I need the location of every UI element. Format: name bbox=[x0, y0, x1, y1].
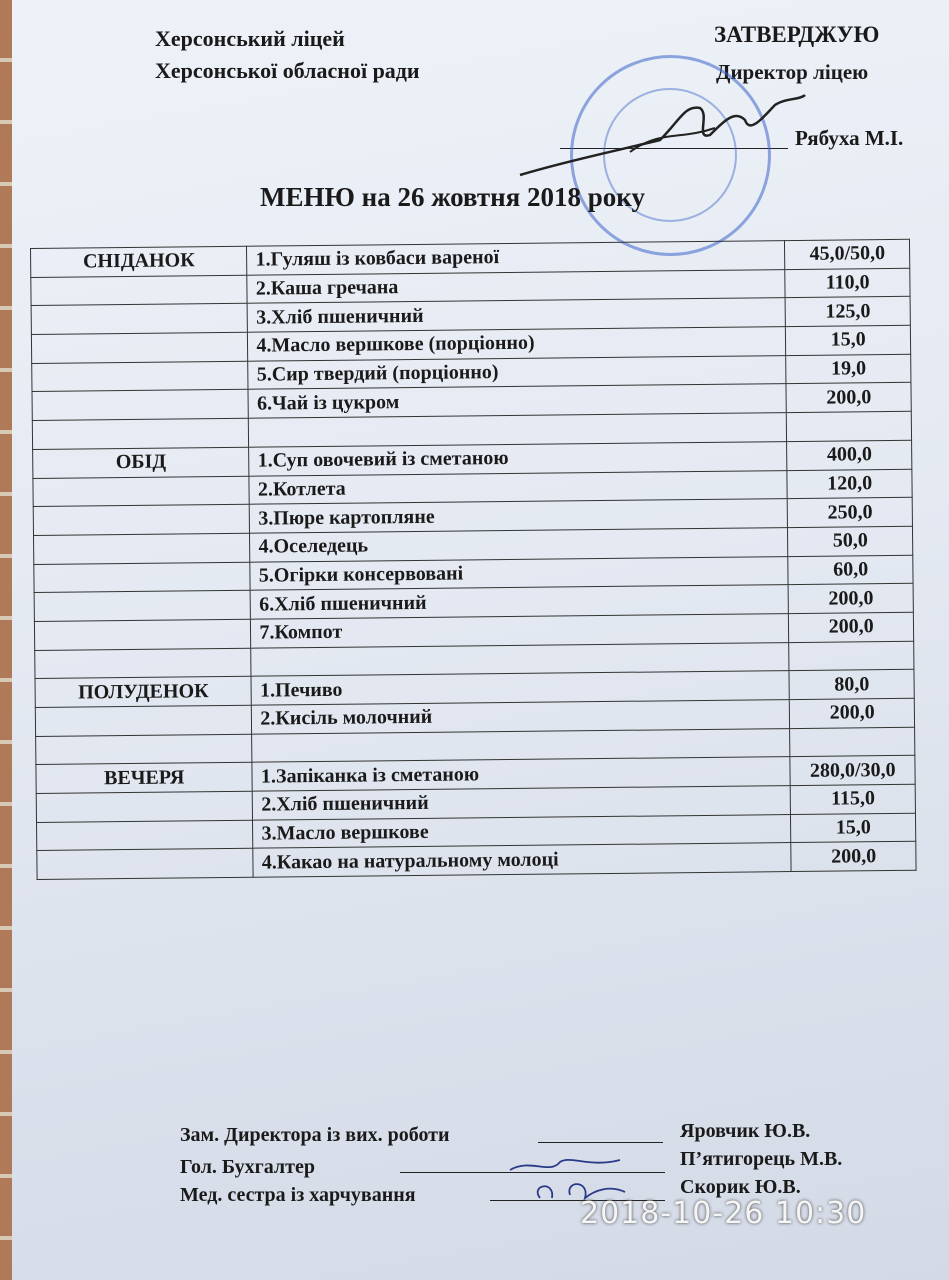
empty-cell bbox=[32, 418, 249, 449]
empty-cell bbox=[787, 411, 912, 441]
footer-role-3: Мед. сестра із харчування bbox=[180, 1184, 416, 1206]
dish-name: 2.Каша гречана bbox=[247, 269, 785, 303]
dish-amount: 15,0 bbox=[786, 325, 911, 355]
meal-cell bbox=[33, 476, 250, 507]
meal-cell bbox=[31, 304, 248, 335]
meal-label: ПОЛУДЕНОК bbox=[35, 677, 252, 708]
dish-name: 4.Масло вершкове (порціонно) bbox=[248, 327, 786, 361]
dish-name: 6.Чай із цукром bbox=[248, 384, 786, 418]
dish-amount: 15,0 bbox=[791, 813, 916, 843]
dish-name: 3.Масло вершкове bbox=[253, 814, 791, 848]
dish-name: 3.Хліб пшеничний bbox=[248, 298, 786, 332]
empty-cell bbox=[790, 727, 915, 757]
footer-role-2: Гол. Бухгалтер bbox=[180, 1156, 315, 1178]
dish-name: 6.Хліб пшеничний bbox=[251, 585, 789, 619]
dish-name: 4.Какао на натуральному молоці bbox=[253, 843, 791, 877]
footer-signature-line-1 bbox=[538, 1142, 663, 1143]
empty-cell bbox=[789, 641, 914, 671]
director-signature bbox=[510, 80, 810, 190]
meal-label: СНІДАНОК bbox=[31, 246, 248, 277]
meal-cell bbox=[32, 390, 249, 421]
dish-amount: 280,0/30,0 bbox=[790, 756, 915, 786]
dish-amount: 400,0 bbox=[787, 440, 912, 470]
meal-cell bbox=[34, 590, 251, 621]
dish-amount: 200,0 bbox=[791, 842, 916, 872]
dish-name: 4.Оселедець bbox=[250, 527, 788, 561]
meal-cell bbox=[34, 533, 251, 564]
dish-amount: 80,0 bbox=[789, 670, 914, 700]
dish-amount: 200,0 bbox=[786, 383, 911, 413]
dish-amount: 19,0 bbox=[786, 354, 911, 384]
dish-name: 1.Запіканка із сметаною bbox=[252, 757, 790, 791]
dish-name: 7.Компот bbox=[251, 614, 789, 648]
photo-timestamp: 2018-10-26 10:30 bbox=[580, 1196, 867, 1231]
org-name-line2: Херсонської обласної ради bbox=[155, 58, 420, 83]
dish-amount: 250,0 bbox=[788, 497, 913, 527]
dish-name: 1.Суп овочевий із сметаною bbox=[249, 441, 787, 475]
approve-label: ЗАТВЕРДЖУЮ bbox=[714, 22, 880, 47]
dish-name: 5.Огірки консервовані bbox=[250, 556, 788, 590]
empty-cell bbox=[36, 734, 253, 765]
meal-cell bbox=[35, 705, 252, 736]
dish-amount: 120,0 bbox=[787, 469, 912, 499]
dish-name: 3.Пюре картопляне bbox=[250, 499, 788, 533]
director-title: Директор ліцею bbox=[716, 60, 869, 84]
dish-amount: 125,0 bbox=[786, 297, 911, 327]
dish-name: 2.Кисіль молочний bbox=[252, 700, 790, 734]
footer-name-1: Яровчик Ю.В. bbox=[680, 1120, 811, 1142]
meal-cell bbox=[34, 619, 251, 650]
dish-amount: 110,0 bbox=[785, 268, 910, 298]
meal-cell bbox=[34, 562, 251, 593]
meal-cell bbox=[33, 504, 250, 535]
director-name: Рябуха М.І. bbox=[795, 126, 904, 150]
menu-table bbox=[30, 239, 917, 880]
dish-amount: 200,0 bbox=[790, 698, 915, 728]
dish-amount: 45,0/50,0 bbox=[785, 239, 910, 269]
meal-cell bbox=[37, 820, 254, 851]
meal-cell bbox=[31, 332, 248, 363]
meal-label: ВЕЧЕРЯ bbox=[36, 763, 253, 794]
dish-name: 2.Котлета bbox=[249, 470, 787, 504]
meal-cell bbox=[31, 275, 248, 306]
dish-amount: 200,0 bbox=[789, 584, 914, 614]
meal-cell bbox=[36, 791, 253, 822]
page-title: МЕНЮ на 26 жовтня 2018 року bbox=[260, 182, 645, 212]
dish-amount: 50,0 bbox=[788, 526, 913, 556]
footer-role-1: Зам. Директора із вих. роботи bbox=[180, 1124, 450, 1146]
dish-name: 1.Гуляш із ковбаси вареної bbox=[247, 241, 785, 275]
dish-amount: 60,0 bbox=[788, 555, 913, 585]
dish-name: 2.Хліб пшеничний bbox=[253, 786, 791, 820]
dish-amount: 115,0 bbox=[791, 784, 916, 814]
meal-cell bbox=[37, 849, 254, 880]
dish-name: 5.Сир твердий (порціонно) bbox=[248, 355, 786, 389]
footer-name-2: П’ятигорець М.В. bbox=[680, 1148, 843, 1170]
org-name-line1: Херсонський ліцей bbox=[155, 26, 345, 51]
footer-name-3: Скорик Ю.В. bbox=[680, 1176, 801, 1198]
dish-amount: 200,0 bbox=[789, 612, 914, 642]
empty-cell bbox=[35, 648, 252, 679]
meal-cell bbox=[32, 361, 249, 392]
meal-label: ОБІД bbox=[33, 447, 250, 478]
dish-name: 1.Печиво bbox=[251, 671, 789, 705]
